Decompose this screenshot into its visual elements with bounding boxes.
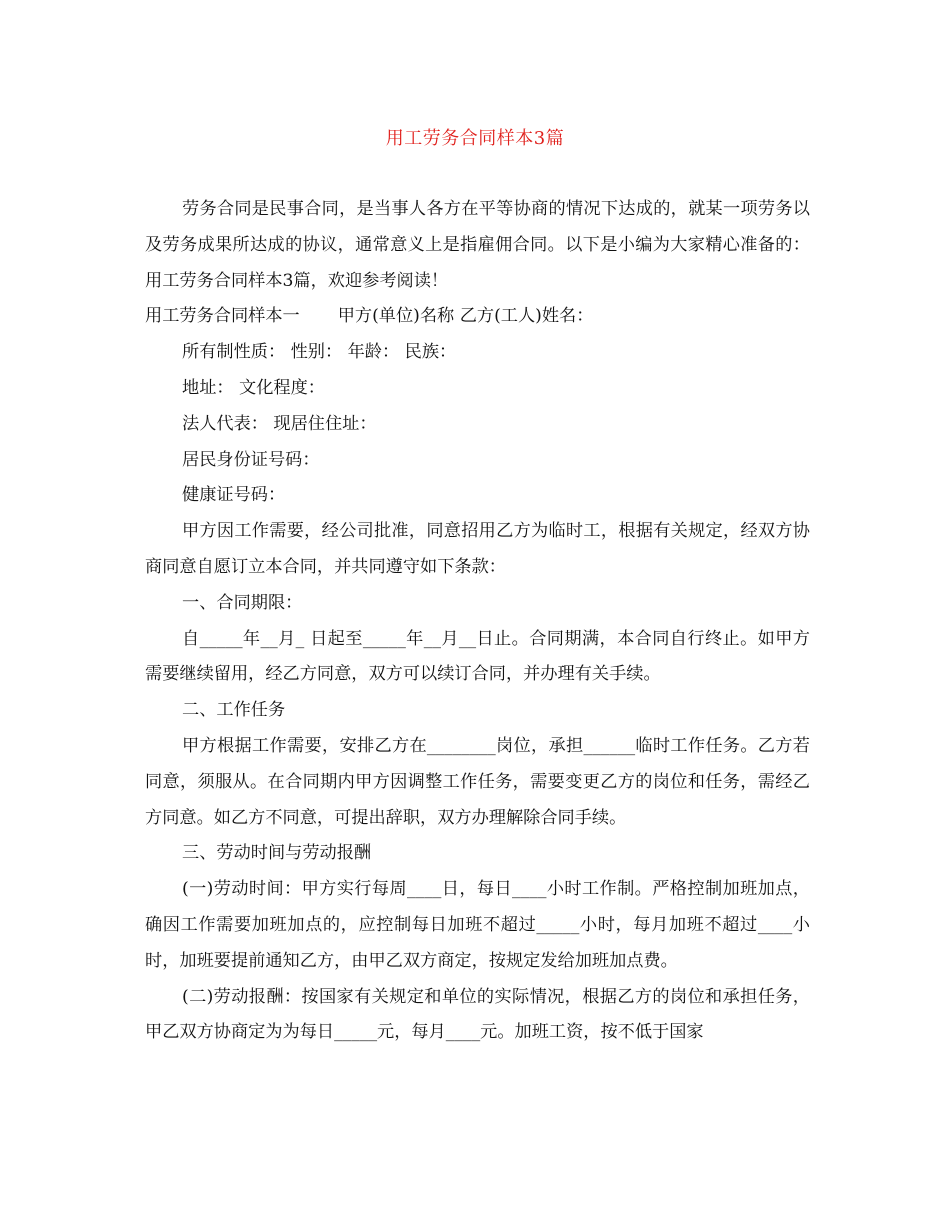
field-address: 地址： 文化程度： xyxy=(182,377,325,398)
section3-hours: (一)劳动时间：甲方实行每周____日，每日____小时工作制。严格控制加班加点，确因工作需要加班加点的，应控制每日加班不超过_____小时，每月加班不超过____小时，加班要提前通知乙方，由甲乙双方商定，按规定发给加班加点费。 xyxy=(145,879,810,971)
sample-heading-line xyxy=(145,299,810,335)
field-health-cert: 健康证号码： xyxy=(182,485,286,506)
field-ownership: 所有制性质： 性别： 年龄： 民族： xyxy=(182,342,457,363)
section1-heading: 一、合同期限： xyxy=(182,592,303,613)
document-title: 用工劳务合同样本3篇 xyxy=(385,128,565,149)
preamble-paragraph: 甲方因工作需要，经公司批准，同意招用乙方为临时工，根据有关规定，经双方协商同意自愿订立本合同，并共同遵守如下条款： xyxy=(145,521,810,577)
section3-pay: (二)劳动报酬：按国家有关规定和单位的实际情况，根据乙方的岗位和承担任务，甲乙双方协商定为为每日_____元，每月____元。加班工资，按不低于国家 xyxy=(145,986,810,1043)
section2-heading: 二、工作任务 xyxy=(182,700,286,721)
document-body xyxy=(145,192,810,1051)
section3-heading: 三、劳动时间与劳动报酬 xyxy=(182,843,372,864)
party-line: 甲方(单位)名称 乙方(工人)姓名： xyxy=(337,306,594,327)
field-id-number: 居民身份证号码： xyxy=(182,449,320,470)
field-legal-rep: 法人代表： 现居住住址： xyxy=(182,413,377,434)
intro-paragraph: 劳务合同是民事合同，是当事人各方在平等协商的情况下达成的，就某一项劳务以及劳务成果所达成的协议，通常意义上是指雇佣合同。以下是小编为大家精心准备的：用工劳务合同样本3篇，欢迎参考阅读！ xyxy=(145,199,810,291)
section1-text: 自_____年__月_ 日起至_____年__月__日止。合同期满，本合同自行终止。如甲方需要继续留用，经乙方同意，双方可以续订合同，并办理有关手续。 xyxy=(145,628,810,685)
section2-text: 甲方根据工作需要，安排乙方在________岗位，承担______临时工作任务。乙方若同意，须服从。在合同期内甲方因调整工作任务，需要变更乙方的岗位和任务，需经乙方同意。如乙方不同意，可提出辞职，双方办理解除合同手续。 xyxy=(145,735,810,828)
sample-heading: 用工劳务合同样本一 xyxy=(145,306,300,327)
